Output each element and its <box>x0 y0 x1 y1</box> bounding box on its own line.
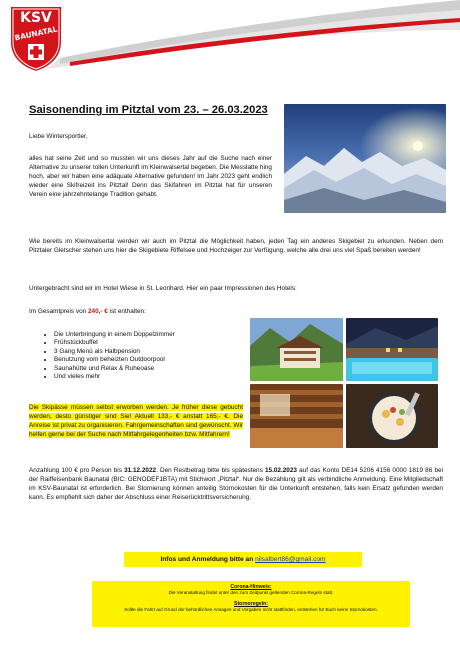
ski-areas-paragraph: Wie bereits im Kleinwalsertal werden wir auch im Pitztal die Möglichkeit haben, jeden Tag ein anderes Skigebiet zu erkunden. Neben dem Pitztaler Gletscher stehen uns hier die Skigebiete Riffelsee und Hochzeiger zur Verfügung, welche alle drei uns viel Spaß bereiten werden! <box>29 238 443 254</box>
logo-text-ksv: KSV <box>20 10 52 26</box>
food-photo <box>346 384 438 448</box>
payment-paragraph <box>29 467 443 503</box>
list-item: • 3 Gang Menü als Halbpension <box>54 348 254 356</box>
payment-part3: auf das Konto DE14 5206 4156 0000 1819 86 bei der Raiffeisenbank Baunatal (BIC: GENODEF1BTA) mit Stichwort „Pitztal“. Nur die Bezahlung gilt als verbindliche Anmeldung. Eine Mitgliedschaft im KSV-Baunatal ist erforderlich. Bei Stornierung können anteilig Stornokosten für die Unterkunft entstehen, falls kein Ersatz gefunden werden kann. Es empfiehlt sich daher der Abschluss einer Reiserücktrittsversicherung. <box>29 467 443 501</box>
price-prefix: Im Gesamtpreis von <box>29 308 88 315</box>
skipass-text: Die Skipässe müssen selbst erworben werden. Je früher diese gebucht werden, desto günstiger sind Sie! Aktuell 133,- € anstatt 165,- €. Die Anreise ist privat zu organisieren. Fahrgemeinschaften sind gewünscht. Wir helfen gerne bei der Suche nach Mitfahrgelegenheiten bzw. Mitfahrern! <box>29 404 243 438</box>
price-amount: 240,- € <box>87 308 108 315</box>
contact-label: Infos und Anmeldung bitte an <box>160 556 254 563</box>
corona-title: Corona-Hinweis: <box>230 584 272 590</box>
page-title: Saisonending im Pitztal vom 23. – 26.03.2023 <box>29 104 268 116</box>
hotel-pool-photo <box>346 318 438 381</box>
balance-deadline: 15.02.2023 <box>264 467 297 474</box>
greeting: Liebe Wintersportler, <box>29 133 88 140</box>
storno-text: Sollte die Fahrt auf Grund der behördlichen Ansagen und Vorgaben nicht stattfinden, entstehen für Euch keine Stornokosten. <box>124 607 378 612</box>
list-item: • Frühstückbuffet <box>54 339 254 347</box>
deposit-deadline: 31.12.2022 <box>124 467 157 474</box>
payment-part1: Anzahlung 100 € pro Person bis <box>29 467 125 474</box>
amenities-list <box>40 331 254 381</box>
storno-title: Stornoregeln: <box>233 601 268 607</box>
price-suffix: ist enthalten: <box>107 308 146 315</box>
hotel-paragraph: Untergebracht sind wir im Hotel Wiese in St. Leonhard. Hier ein paar Impressionen des Hotels: <box>29 285 297 292</box>
footer-notice-box <box>92 581 410 627</box>
list-item: • Die Unterbringung in einem Doppelzimmer <box>54 331 254 339</box>
ksv-logo <box>6 4 66 74</box>
pitztal-mountain-photo <box>284 104 446 213</box>
list-item: • Und vieles mehr <box>54 373 254 381</box>
header-swoosh <box>0 0 460 90</box>
list-item: • Saunahütte und Relax & Ruheoase <box>54 365 254 373</box>
contact-email-link[interactable]: nilsalbert86@gmail.com <box>255 556 326 563</box>
payment-part2: . Den Restbetrag bitte bis spätestens <box>156 467 265 474</box>
list-item: • Benutzung vom beheizten Outdoorpool <box>54 356 254 364</box>
skipass-note <box>29 404 243 440</box>
price-line <box>29 308 249 317</box>
logo-text-baunatal: BAUNATAL <box>13 24 59 43</box>
intro-paragraph: alles hat seine Zeit und so mussten wir uns dieses Jahr auf die Suche nach einer Alternative zu unserer tollen Unterkunft im Kleinwalsertal begeben. Die Messlatte hing hoch, aber wir haben eine adäquate Alternative gefunden! Im Jahr 2023 geht endlich wieder eine Skifreizeit ins Pitztal! Denn das Skifahren im Pitztal hat für unseren Verein eine jahrzehntelange Tradition gehabt. <box>29 155 272 198</box>
contact-box <box>124 552 362 567</box>
sauna-photo <box>250 384 343 448</box>
corona-text: Die Veranstaltung findet unter den zum Zeitpunkt geltenden Corona-Regeln statt. <box>168 590 334 595</box>
hotel-exterior-photo <box>250 318 343 381</box>
